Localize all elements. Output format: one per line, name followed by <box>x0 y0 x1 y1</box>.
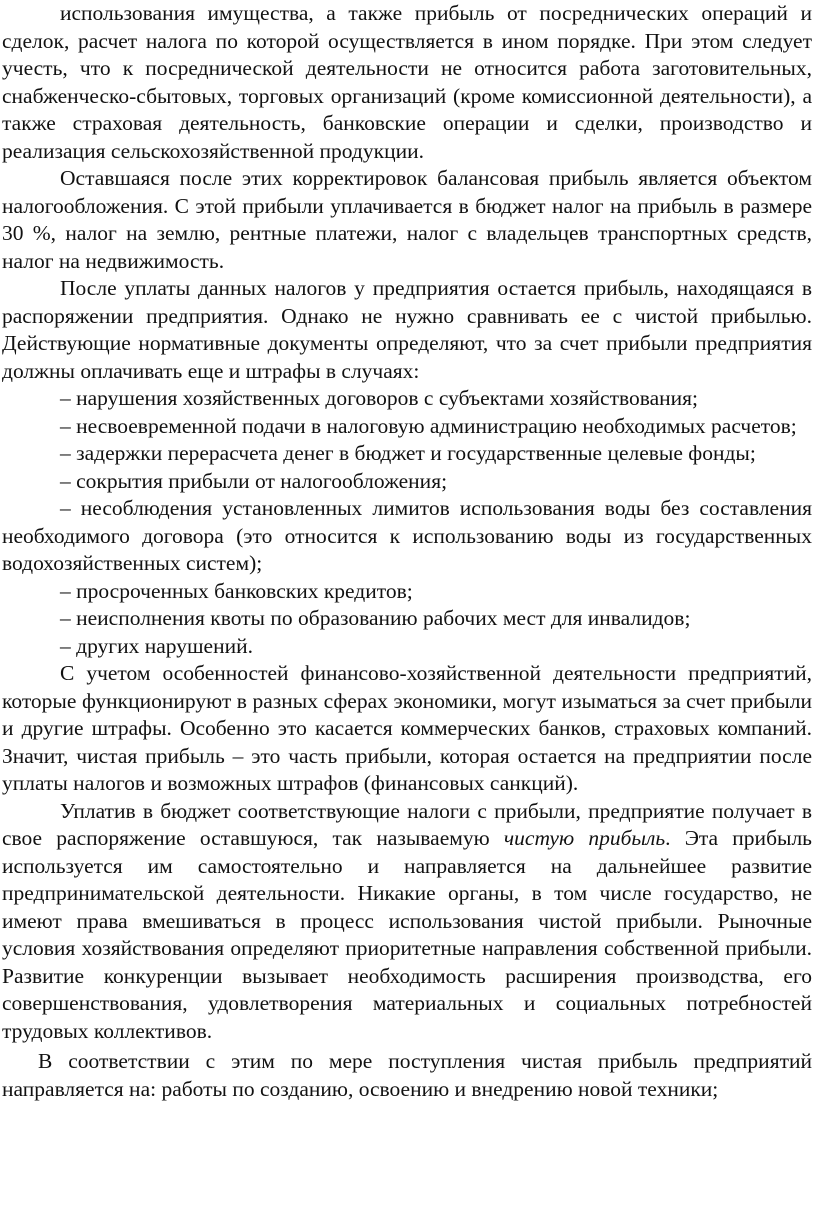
paragraph-property-income: использования имущества, а также прибыль от посреднических операций и сделок, расчет налога по которой осуществляется в ином порядке. При этом следует учесть, что к посреднической деятельности не относится работа заготовительных, снабженческо-сбытовых, торговых организаций (кроме комиссионной деятельности), а также страховая деятельность, банковские операции и сделки, производство и реализация сельскохозяйственной продукции. <box>2 1 812 163</box>
list-item-water-limits: – несоблюдения установленных лимитов использования воды без составления необходимого договора (это относится к использованию воды из государственных водохозяйственных систем); <box>2 496 812 575</box>
paragraph-fines-intro: После уплаты данных налогов у предприятия остается прибыль, находящаяся в распоряжении предприятия. Однако не нужно сравнивать ее с чистой прибылью. Действующие нормативные документы определяют, что за счет прибыли предприятия должны оплачивать еще и штрафы в случаях: <box>2 276 812 383</box>
list-item-contract-violation: – нарушения хозяйственных договоров с субъектами хозяйствования; <box>60 386 699 410</box>
paragraph-net-profit-directions: В соответствии с этим по мере поступления чистая прибыль предприятий направляется на: работы по созданию, освоению и внедрению новой техники; <box>2 1049 812 1101</box>
list-item-other-violations: – других нарушений. <box>60 633 253 658</box>
list-item-overdue-loans: – просроченных банковских кредитов; <box>60 578 413 603</box>
net-profit-text-after: . Эта прибыль используется им самостоятельно и направляется на дальнейшее развитие предпринимательской деятельности. Никакие органы, в том числе государство, не имеют права вмешиваться в процесс использования чистой прибыли. Рыночные условия хозяйствования определяют приоритетные направления собственной прибыли. Развитие конкуренции вызывает необходимость расширения производства, его совершенствования, удовлетворения материальных и социальных потребностей трудовых коллективов. <box>2 826 812 1043</box>
paragraph-net-profit-definition: С учетом особенностей финансово-хозяйственной деятельности предприятий, которые функционируют в разных сферах экономики, могут изыматься за счет прибыли и другие штрафы. Особенно это касается коммерческих банков, страховых компаний. Значит, чистая прибыль – это часть прибыли, которая остается на предприятии после уплаты налогов и возможных штрафов (финансовых санкций). <box>2 661 812 795</box>
paragraph-taxable-profit: Оставшаяся после этих корректировок балансовая прибыль является объектом налогообложения. С этой прибыли уплачивается в бюджет налог на прибыль в размере 30 %, налог на землю, рентные платежи, налог с владельцев транспортных средств, налог на недвижимость. <box>2 166 812 273</box>
list-item-late-filing: – несвоевременной подачи в налоговую администрацию необходимых расчетов; <box>60 413 797 438</box>
paragraph-net-profit-usage <box>2 798 812 1046</box>
net-profit-term: чистую прибыль <box>503 826 666 850</box>
list-item-disabled-quota: – неисполнения квоты по образованию рабочих мест для инвалидов; <box>60 606 691 630</box>
document-body <box>2 0 812 1103</box>
list-item-profit-concealment: – сокрытия прибыли от налогообложения; <box>60 468 448 493</box>
net-profit-text-before: Уплатив в бюджет соответствующие налоги с прибыли, предприятие получает в свое распоряжение оставшуюся, так называемую <box>2 798 812 850</box>
list-item-payment-delay: – задержки перерасчета денег в бюджет и государственные целевые фонды; <box>60 441 756 465</box>
